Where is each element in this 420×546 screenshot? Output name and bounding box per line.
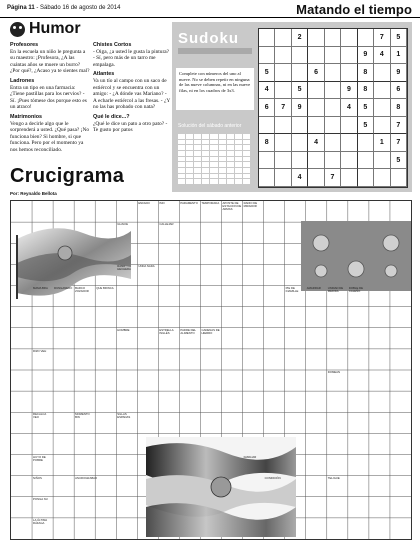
- solution-cell: [186, 157, 193, 162]
- sudoku-title: Sudoku: [178, 30, 239, 47]
- sudoku-cell[interactable]: [259, 169, 275, 187]
- solution-cell: [235, 140, 242, 145]
- sudoku-cell[interactable]: 6: [259, 99, 275, 117]
- sudoku-cell[interactable]: [358, 152, 374, 170]
- solution-cell: [235, 174, 242, 179]
- solution-cell: [178, 157, 185, 162]
- solution-cell: [186, 134, 193, 139]
- sudoku-cell[interactable]: [259, 47, 275, 65]
- sudoku-cell[interactable]: 5: [358, 99, 374, 117]
- crossword-clue: HOMBRE: [117, 327, 130, 332]
- solution-cell: [227, 140, 234, 145]
- crossword-clue: FAMILIAR: [243, 454, 257, 459]
- crossword-clue: BARCO ZOZADOR: [75, 285, 89, 293]
- solution-cell: [210, 134, 217, 139]
- humor-column-1: [10, 42, 90, 154]
- crossword-clue: NIÑOS: [33, 475, 42, 480]
- crossword-clue: PADRE DEL ALIMENTO: [180, 327, 196, 335]
- solution-cell: [210, 179, 217, 184]
- sudoku-cell[interactable]: [292, 47, 308, 65]
- sudoku-solution-label: Solución del sábado anterior: [178, 123, 242, 129]
- solution-cell: [219, 157, 226, 162]
- sudoku-cell[interactable]: 8: [358, 82, 374, 100]
- sudoku-subtitle-bar: [178, 48, 252, 54]
- crossword-clue: RECALCA VEO: [33, 412, 47, 420]
- joke-text: - Oiga, ¿a usted le gusta la pintura? - Sí, pero más de un tarro me empalaga.: [93, 48, 170, 68]
- solution-cell: [186, 145, 193, 150]
- sudoku-cell[interactable]: 4: [308, 134, 324, 152]
- solution-cell: [178, 168, 185, 173]
- crossword-clue: IMO: [159, 201, 165, 205]
- solution-cell: [243, 162, 250, 167]
- sudoku-cell[interactable]: 4: [341, 99, 357, 117]
- crossword-title: Crucigrama: [10, 165, 125, 187]
- sudoku-cell[interactable]: [308, 47, 324, 65]
- sudoku-solution-grid: [178, 134, 250, 184]
- crossword-clue: QUE BRINCA: [96, 285, 114, 290]
- sudoku-cell[interactable]: [374, 117, 390, 135]
- solution-cell: [202, 179, 209, 184]
- sudoku-cell[interactable]: [358, 29, 374, 47]
- solution-cell: [178, 151, 185, 156]
- crossword-clue: RIZO VEH: [33, 348, 47, 353]
- solution-cell: [194, 145, 201, 150]
- joke-title: Ladrones: [10, 77, 35, 84]
- solution-cell: [194, 162, 201, 167]
- sudoku-cell[interactable]: [308, 99, 324, 117]
- smiley-icon: [10, 22, 25, 37]
- sudoku-cell[interactable]: [259, 152, 275, 170]
- solution-cell: [210, 151, 217, 156]
- sudoku-cell[interactable]: [374, 99, 390, 117]
- sudoku-cell[interactable]: 7: [325, 169, 341, 187]
- solution-cell: [210, 145, 217, 150]
- sudoku-cell[interactable]: [341, 152, 357, 170]
- sudoku-cell[interactable]: [275, 134, 291, 152]
- sudoku-cell[interactable]: [341, 169, 357, 187]
- solution-cell: [219, 140, 226, 145]
- sudoku-cell[interactable]: 4: [374, 47, 390, 65]
- sudoku-cell[interactable]: [275, 82, 291, 100]
- sudoku-cell[interactable]: [275, 117, 291, 135]
- sudoku-cell[interactable]: 4: [259, 82, 275, 100]
- sudoku-cell[interactable]: [275, 152, 291, 170]
- solution-cell: [178, 140, 185, 145]
- crossword-clue: APOSTE DE ESTACION DE ARMAS: [222, 201, 242, 211]
- solution-cell: [243, 174, 250, 179]
- solution-cell: [243, 179, 250, 184]
- sudoku-cell[interactable]: 7: [374, 29, 390, 47]
- sudoku-cell[interactable]: [341, 29, 357, 47]
- solution-cell: [194, 174, 201, 179]
- solution-cell: [219, 162, 226, 167]
- solution-cell: [194, 179, 201, 184]
- solution-cell: [178, 162, 185, 167]
- sudoku-cell[interactable]: [325, 82, 341, 100]
- crossword-clue: TELIGUE: [327, 475, 340, 480]
- sudoku-cell[interactable]: [325, 47, 341, 65]
- crossword-clue: UNIDAD DE MEDIDA: [327, 285, 344, 293]
- solution-cell: [194, 151, 201, 156]
- crossword-clue: DOBLE DE CALEÑO: [348, 285, 363, 293]
- crossword-clue: TEMPORADA: [201, 201, 220, 205]
- sudoku-cell[interactable]: [341, 117, 357, 135]
- solution-cell: [235, 157, 242, 162]
- joke-title: Qué le dice...?: [93, 113, 130, 120]
- crossword-clue: PIE DE DIAMILLE: [285, 285, 299, 293]
- flag-image-bottom: [146, 437, 296, 537]
- crossword-clue: PONGA NU: [33, 496, 48, 501]
- solution-cell: [235, 134, 242, 139]
- joke-text: Entra un tipo en una farmacia: ¿Tiene pastillas para los nervios? - Sí. ¡Pues tómese dos porque esto es un atraco!: [10, 84, 87, 111]
- solution-cell: [227, 168, 234, 173]
- joke-text: Va un tío al campo con un saco de estiércol y se encuentra con un amigo: - ¿A dónde vas Mariano? - A echarle estiércol a las fresas. - ¿Y no las has probado con nata?: [93, 77, 171, 111]
- solution-cell: [227, 174, 234, 179]
- sudoku-cell[interactable]: 9: [341, 82, 357, 100]
- sudoku-cell[interactable]: [308, 169, 324, 187]
- crossword-author: Por: Reynaldo Bellota: [10, 191, 57, 196]
- sudoku-cell[interactable]: [374, 82, 390, 100]
- crossword-clue: LA ÚLTIMA RÁFAGA: [33, 517, 47, 525]
- sudoku-cell[interactable]: [358, 134, 374, 152]
- solution-cell: [186, 174, 193, 179]
- sudoku-cell[interactable]: [374, 152, 390, 170]
- sudoku-cell[interactable]: [341, 64, 357, 82]
- sudoku-cell[interactable]: 5: [292, 82, 308, 100]
- crossword-grid: [10, 200, 412, 540]
- sudoku-cell[interactable]: [325, 117, 341, 135]
- solution-cell: [202, 134, 209, 139]
- solution-cell: [202, 162, 209, 167]
- solution-cell: [227, 151, 234, 156]
- solution-cell: [186, 162, 193, 167]
- crossword-clue: ESTRELLA INGLÉS: [159, 327, 174, 335]
- solution-cell: [243, 151, 250, 156]
- solution-cell: [243, 145, 250, 150]
- crossword-clue: SILLAS ESPADAS: [117, 412, 131, 420]
- sudoku-cell[interactable]: [275, 47, 291, 65]
- crossword-clue: PARAMENTO: [180, 201, 198, 205]
- solution-cell: [186, 168, 193, 173]
- sudoku-cell[interactable]: [325, 152, 341, 170]
- crossword-clue: CALLEJAR: [159, 222, 174, 227]
- joke-title: Profesores: [10, 42, 39, 48]
- joke-title: Chistes Cortos: [93, 42, 132, 48]
- solution-cell: [194, 157, 201, 162]
- solution-cell: [243, 140, 250, 145]
- sudoku-cell[interactable]: [325, 134, 341, 152]
- solution-cell: [243, 157, 250, 162]
- crossword-clue: RANA HECHERA: [117, 264, 131, 272]
- solution-cell: [202, 168, 209, 173]
- sudoku-cell[interactable]: [275, 29, 291, 47]
- sudoku-cell[interactable]: [259, 117, 275, 135]
- joke-title: Atlantes: [93, 71, 115, 78]
- crossword-clue: RADIO DE MIRADOR: [243, 201, 258, 208]
- solution-cell: [178, 134, 185, 139]
- sudoku-cell[interactable]: 2: [292, 29, 308, 47]
- sudoku-cell[interactable]: [325, 64, 341, 82]
- sudoku-cell[interactable]: 7: [275, 99, 291, 117]
- solution-cell: [219, 134, 226, 139]
- solution-cell: [235, 151, 242, 156]
- sudoku-cell[interactable]: 5: [358, 117, 374, 135]
- sudoku-cell[interactable]: 5: [259, 64, 275, 82]
- date: - Sábado 16 de agosto de 2014: [34, 5, 121, 11]
- crossword-clue: ANUROGRABAR: [75, 475, 98, 480]
- joke-text: Vengo a decirle algo que le sorprenderá a usted. ¿Qué pasa? ¡No funciona bien? Si hombre, si que funciona. Pero por el momento ya nos hemos reconciliado.: [10, 120, 90, 153]
- sudoku-cell[interactable]: 1: [391, 47, 407, 65]
- sudoku-cell[interactable]: [292, 64, 308, 82]
- solution-cell: [178, 179, 185, 184]
- joke-title: Matrimonios: [10, 113, 43, 120]
- crossword-clue: DUNGANERO: [54, 285, 73, 290]
- solution-cell: [235, 179, 242, 184]
- sudoku-cell[interactable]: [259, 29, 275, 47]
- solution-cell: [202, 140, 209, 145]
- solution-cell: [186, 151, 193, 156]
- page-label: Página 11: [7, 5, 35, 11]
- solution-cell: [202, 157, 209, 162]
- solution-cell: [186, 179, 193, 184]
- solution-cell: [235, 145, 242, 150]
- sudoku-cell[interactable]: 1: [374, 134, 390, 152]
- solution-cell: [210, 157, 217, 162]
- solution-cell: [219, 145, 226, 150]
- sudoku-panel: [172, 22, 412, 192]
- crossword-clue: DOMEAN: [327, 370, 341, 374]
- solution-cell: [210, 162, 217, 167]
- sudoku-cell[interactable]: [292, 117, 308, 135]
- humor-title: Humor: [29, 20, 81, 37]
- humor-column-2: [93, 42, 171, 134]
- joke-text: ¿Qué le dice un pato a otro pato? -Te gusto por patos: [93, 120, 168, 134]
- solution-cell: [243, 134, 250, 139]
- sudoku-cell[interactable]: 8: [391, 99, 407, 117]
- sudoku-cell[interactable]: [292, 134, 308, 152]
- solution-cell: [210, 168, 217, 173]
- solution-cell: [194, 168, 201, 173]
- sudoku-cell[interactable]: 9: [292, 99, 308, 117]
- solution-cell: [210, 174, 217, 179]
- solution-cell: [227, 145, 234, 150]
- sudoku-cell[interactable]: [358, 169, 374, 187]
- sudoku-cell[interactable]: [308, 82, 324, 100]
- humor-heading: [10, 20, 81, 38]
- sudoku-cell[interactable]: [308, 117, 324, 135]
- solution-cell: [227, 179, 234, 184]
- sudoku-cell[interactable]: 8: [358, 64, 374, 82]
- solution-cell: [194, 134, 201, 139]
- solution-cell: [219, 179, 226, 184]
- page-date-line: [7, 5, 120, 11]
- section-title: Matando el tiempo: [296, 2, 412, 17]
- solution-cell: [235, 168, 242, 173]
- solution-cell: [178, 145, 185, 150]
- sudoku-cell[interactable]: 6: [391, 82, 407, 100]
- page-header: [0, 0, 420, 18]
- sudoku-cell[interactable]: [374, 169, 390, 187]
- joke-text: En la escuela un niño le pregunta a su maestro: ¡Profesora, ¿A las cuántas años se muere un burro? ¿Por qué?, ¿Acaso ya te sientes mal?: [10, 48, 90, 75]
- crossword-clue: MOMENTO BIN: [75, 412, 90, 420]
- solution-cell: [243, 168, 250, 173]
- solution-cell: [178, 174, 185, 179]
- sudoku-cell[interactable]: [341, 47, 357, 65]
- sudoku-cell[interactable]: 9: [358, 47, 374, 65]
- solution-cell: [227, 157, 234, 162]
- crossword-clue: ENFADO: [138, 201, 150, 205]
- solution-cell: [186, 140, 193, 145]
- crossword-clue: GUACIE: [117, 222, 128, 227]
- sudoku-cell[interactable]: 6: [308, 64, 324, 82]
- sudoku-cell[interactable]: 7: [391, 134, 407, 152]
- sudoku-cell[interactable]: [275, 169, 291, 187]
- crossword-clue: CADENAS DE HIERRO: [201, 327, 220, 335]
- crossword-clue: AMARRAR: [306, 285, 321, 290]
- solution-cell: [202, 174, 209, 179]
- sudoku-cell[interactable]: [391, 169, 407, 187]
- solution-cell: [235, 162, 242, 167]
- sudoku-cell[interactable]: [275, 64, 291, 82]
- sudoku-cell[interactable]: 5: [391, 152, 407, 170]
- crossword-clue: HUYO DE POBRE: [33, 454, 46, 462]
- crossword-clue: CONDICIÓN: [264, 475, 281, 480]
- solution-cell: [219, 151, 226, 156]
- sudoku-grid: [258, 28, 408, 188]
- sudoku-cell[interactable]: 4: [292, 169, 308, 187]
- solution-cell: [227, 134, 234, 139]
- sudoku-instructions: Complete con números del uno al nueve. No se deben repetir en ninguna de las nueve columnas, ni en las nueve filas, ni en los cuadros de 3x3.: [176, 68, 254, 110]
- solution-cell: [202, 151, 209, 156]
- sudoku-cell[interactable]: [341, 134, 357, 152]
- solution-cell: [219, 174, 226, 179]
- sudoku-cell[interactable]: 5: [391, 29, 407, 47]
- sudoku-cell[interactable]: 7: [391, 117, 407, 135]
- crossword-clue: UNDA NADA: [138, 264, 155, 269]
- sudoku-cell[interactable]: 9: [391, 64, 407, 82]
- coat-of-arms-image: [301, 221, 411, 291]
- solution-cell: [202, 145, 209, 150]
- sudoku-cell[interactable]: [308, 152, 324, 170]
- crossword-clue: MAMA BRA: [33, 285, 48, 290]
- sudoku-cell[interactable]: [292, 152, 308, 170]
- sudoku-cell[interactable]: [325, 99, 341, 117]
- sudoku-cell[interactable]: [325, 29, 341, 47]
- solution-cell: [194, 140, 201, 145]
- solution-cell: [210, 140, 217, 145]
- sudoku-cell[interactable]: [374, 64, 390, 82]
- sudoku-cell[interactable]: [308, 29, 324, 47]
- sudoku-cell[interactable]: 8: [259, 134, 275, 152]
- solution-cell: [227, 162, 234, 167]
- solution-cell: [219, 168, 226, 173]
